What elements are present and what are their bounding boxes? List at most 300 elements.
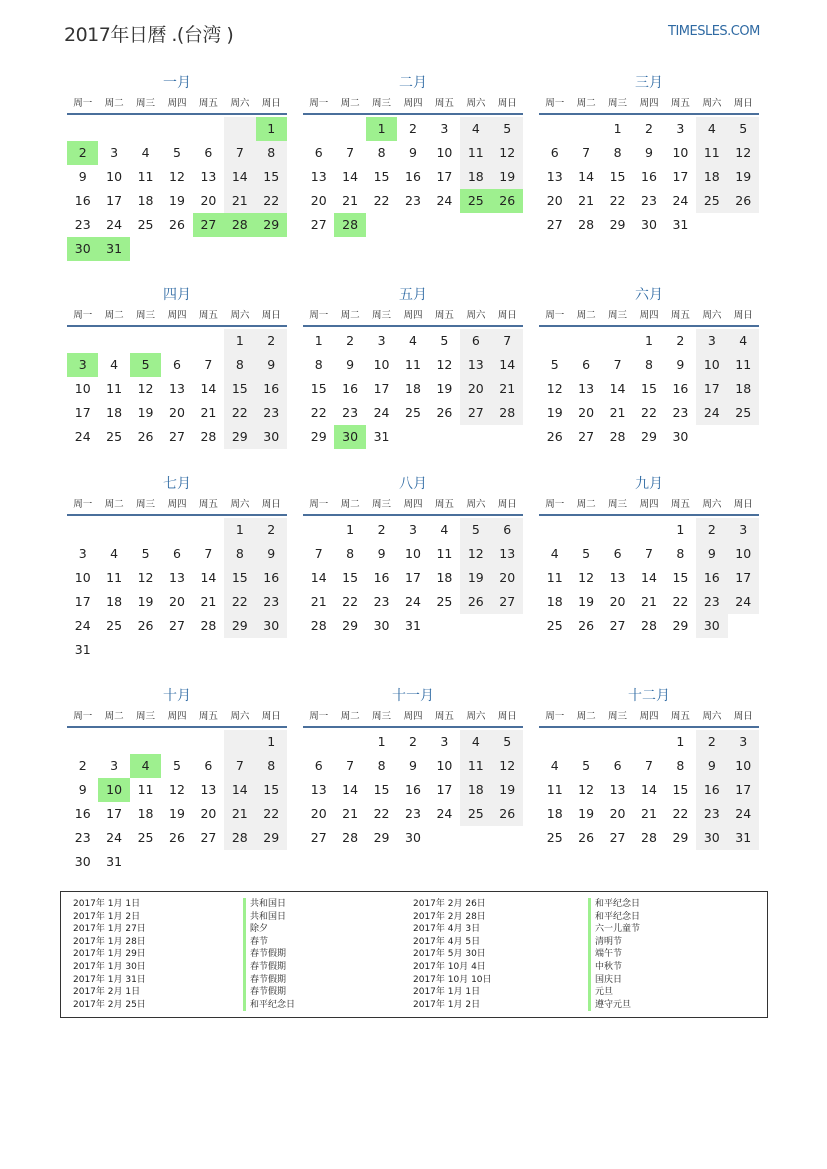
day-cell: 21 xyxy=(578,193,595,208)
day-cell: 3 xyxy=(728,518,759,542)
day-cell: 27 xyxy=(609,618,626,633)
day-cell: 22 xyxy=(342,594,359,609)
days-grid xyxy=(67,329,287,449)
day-cell: 9 xyxy=(78,169,87,184)
month-4 xyxy=(67,285,287,449)
day-cell: 9 xyxy=(696,754,727,778)
day-cell: 5 xyxy=(492,730,523,754)
weekday-label: 周二 xyxy=(576,98,596,109)
holiday-date: 2017年 2月 28日 xyxy=(413,911,486,922)
day-cell: 25 xyxy=(696,189,727,213)
day-cell: 6 xyxy=(582,357,591,372)
day-cell: 6 xyxy=(204,758,213,773)
holiday-name: 共和国日 xyxy=(243,898,295,911)
site-name[interactable]: TIMESLES.COM xyxy=(668,24,760,39)
empty-cell xyxy=(602,518,633,542)
day-cell: 11 xyxy=(106,381,123,396)
weekday-label: 周三 xyxy=(608,98,628,109)
day-cell: 4 xyxy=(141,145,150,160)
weekday-header xyxy=(303,95,523,115)
weekday-header xyxy=(67,307,287,327)
weekday-label: 周五 xyxy=(198,98,218,109)
weekday-label: 周日 xyxy=(261,711,281,722)
weekday-label: 周四 xyxy=(639,310,659,321)
day-cell: 12 xyxy=(169,782,185,797)
day-cell: 3 xyxy=(676,121,685,136)
month-5 xyxy=(303,285,523,449)
weekday-label: 周二 xyxy=(104,711,124,722)
empty-cell xyxy=(303,117,334,141)
empty-cell xyxy=(98,638,129,662)
day-cell: 12 xyxy=(728,141,759,165)
day-cell: 11 xyxy=(106,570,123,585)
weekday-label: 周二 xyxy=(340,499,360,510)
days-grid xyxy=(539,518,759,638)
day-cell: 31 xyxy=(74,642,91,657)
weekday-header xyxy=(539,307,759,327)
day-cell: 28 xyxy=(310,618,327,633)
empty-cell xyxy=(161,638,192,662)
day-cell: 16 xyxy=(342,381,359,396)
day-cell: 7 xyxy=(224,754,255,778)
weekday-label: 周一 xyxy=(309,499,329,510)
day-cell: 28 xyxy=(200,429,217,444)
day-cell: 23 xyxy=(696,802,727,826)
month-name: 九月 xyxy=(635,476,663,492)
day-cell: 6 xyxy=(173,546,181,561)
days-grid xyxy=(67,730,287,874)
day-cell: 4 xyxy=(728,329,759,353)
weekday-label: 周日 xyxy=(733,499,753,510)
day-cell: 12 xyxy=(460,542,491,566)
weekday-label: 周六 xyxy=(702,98,722,109)
weekday-label: 周三 xyxy=(372,310,392,321)
weekday-label: 周四 xyxy=(167,499,187,510)
day-cell: 31 xyxy=(106,854,123,869)
day-cell: 28 xyxy=(578,217,595,232)
day-cell: 29 xyxy=(342,618,359,633)
day-cell: 4 xyxy=(550,758,559,773)
day-cell: 20 xyxy=(169,405,185,420)
weekday-label: 周二 xyxy=(104,499,124,510)
empty-cell xyxy=(130,638,161,662)
day-cell: 24 xyxy=(405,594,421,609)
day-cell: 24 xyxy=(728,802,759,826)
empty-cell xyxy=(570,518,601,542)
weekday-label: 周五 xyxy=(670,711,690,722)
day-cell: 14 xyxy=(641,570,657,585)
day-cell: 23 xyxy=(405,193,421,208)
day-cell: 11 xyxy=(546,570,563,585)
day-cell: 8 xyxy=(676,758,685,773)
day-cell: 17 xyxy=(405,570,421,585)
holiday-name: 遵守元旦 xyxy=(588,999,640,1012)
day-cell: 5 xyxy=(582,546,591,561)
day-cell: 18 xyxy=(546,806,563,821)
day-cell: 27 xyxy=(310,217,327,232)
day-cell: 8 xyxy=(645,357,653,372)
day-cell: 4 xyxy=(409,333,417,348)
day-cell: 20 xyxy=(200,193,217,208)
weekday-label: 周六 xyxy=(230,98,250,109)
weekday-label: 周五 xyxy=(670,98,690,109)
day-cell: 16 xyxy=(74,806,91,821)
empty-cell xyxy=(539,730,570,754)
weekday-label: 周五 xyxy=(198,310,218,321)
day-cell: 15 xyxy=(224,566,255,590)
day-cell: 17 xyxy=(74,594,91,609)
day-cell: 14 xyxy=(578,169,595,184)
day-cell: 11 xyxy=(436,546,453,561)
day-cell: 15 xyxy=(672,782,689,797)
weekday-label: 周六 xyxy=(466,98,486,109)
month-name: 一月 xyxy=(163,75,191,91)
day-cell: 28 xyxy=(200,618,217,633)
day-cell: 19 xyxy=(546,405,563,420)
day-cell: 29 xyxy=(641,429,657,444)
empty-cell xyxy=(193,329,224,353)
day-cell: 29 xyxy=(310,429,327,444)
weekday-label: 周六 xyxy=(230,711,250,722)
empty-cell xyxy=(224,117,255,141)
month-name: 十月 xyxy=(163,688,191,704)
day-cell: 14 xyxy=(641,782,657,797)
day-cell: 18 xyxy=(728,377,759,401)
empty-cell xyxy=(224,237,255,261)
weekday-label: 周日 xyxy=(497,98,517,109)
day-cell: 8 xyxy=(377,145,386,160)
empty-cell xyxy=(130,730,161,754)
day-cell: 7 xyxy=(204,357,213,372)
day-cell: 23 xyxy=(342,405,359,420)
day-cell: 22 xyxy=(256,802,287,826)
weekday-label: 周四 xyxy=(639,711,659,722)
weekday-label: 周二 xyxy=(340,310,360,321)
empty-cell xyxy=(98,117,129,141)
day-cell: 3 xyxy=(696,329,727,353)
day-cell: 21 xyxy=(641,594,657,609)
empty-cell xyxy=(429,614,460,638)
day-cell: 1 xyxy=(366,117,397,141)
weekday-label: 周日 xyxy=(261,499,281,510)
day-cell: 24 xyxy=(106,830,123,845)
holiday-name: 中秋节 xyxy=(588,961,640,974)
day-cell: 20 xyxy=(310,193,327,208)
day-cell: 15 xyxy=(672,570,689,585)
holiday-name: 春节假期 xyxy=(243,986,295,999)
day-cell: 26 xyxy=(436,405,453,420)
weekday-label: 周六 xyxy=(702,310,722,321)
day-cell: 6 xyxy=(550,145,559,160)
day-cell: 22 xyxy=(641,405,657,420)
day-cell: 7 xyxy=(314,546,323,561)
day-cell: 13 xyxy=(200,782,217,797)
day-cell: 9 xyxy=(409,145,417,160)
day-cell: 19 xyxy=(492,778,523,802)
empty-cell xyxy=(161,730,192,754)
weekday-label: 周一 xyxy=(545,711,565,722)
empty-cell xyxy=(193,117,224,141)
month-1 xyxy=(67,73,287,261)
day-cell: 6 xyxy=(613,758,622,773)
weekday-label: 周四 xyxy=(167,98,187,109)
empty-cell xyxy=(161,329,192,353)
day-cell: 10 xyxy=(728,542,759,566)
month-7 xyxy=(67,474,287,662)
weekday-header xyxy=(67,496,287,516)
day-cell: 4 xyxy=(440,522,449,537)
weekday-label: 周一 xyxy=(73,711,93,722)
day-cell: 25 xyxy=(106,429,123,444)
day-cell: 19 xyxy=(169,193,185,208)
day-cell: 25 xyxy=(728,401,759,425)
empty-cell xyxy=(460,826,491,850)
day-cell: 22 xyxy=(224,401,255,425)
day-cell: 24 xyxy=(728,590,759,614)
empty-cell xyxy=(460,614,491,638)
weekday-label: 周六 xyxy=(230,499,250,510)
day-cell: 7 xyxy=(613,357,622,372)
weekday-label: 周日 xyxy=(261,98,281,109)
weekday-label: 周五 xyxy=(198,711,218,722)
day-cell: 2 xyxy=(676,333,685,348)
day-cell: 17 xyxy=(728,566,759,590)
weekday-label: 周四 xyxy=(167,711,187,722)
empty-cell xyxy=(539,117,570,141)
day-cell: 9 xyxy=(696,542,727,566)
day-cell: 16 xyxy=(641,169,657,184)
day-cell: 2 xyxy=(409,121,417,136)
holiday-date: 2017年 2月 1日 xyxy=(73,987,141,998)
day-cell: 30 xyxy=(74,854,91,869)
day-cell: 18 xyxy=(696,165,727,189)
day-cell: 26 xyxy=(137,429,154,444)
weekday-label: 周五 xyxy=(670,499,690,510)
day-cell: 14 xyxy=(310,570,327,585)
day-cell: 11 xyxy=(137,169,154,184)
weekday-label: 周四 xyxy=(403,499,423,510)
day-cell: 25 xyxy=(546,830,563,845)
weekday-label: 周四 xyxy=(403,711,423,722)
day-cell: 7 xyxy=(204,546,213,561)
day-cell: 15 xyxy=(256,778,287,802)
empty-cell xyxy=(193,518,224,542)
day-cell: 26 xyxy=(169,830,185,845)
day-cell: 19 xyxy=(137,405,154,420)
month-11 xyxy=(303,686,523,850)
weekday-label: 周一 xyxy=(73,98,93,109)
weekday-label: 周五 xyxy=(434,499,454,510)
day-cell: 26 xyxy=(492,189,523,213)
page-title: 2017年日曆 .(台湾 ) xyxy=(64,24,234,46)
day-cell: 20 xyxy=(200,806,217,821)
day-cell: 11 xyxy=(137,782,154,797)
month-name: 十一月 xyxy=(392,688,434,704)
day-cell: 7 xyxy=(346,758,355,773)
day-cell: 5 xyxy=(130,353,161,377)
day-cell: 25 xyxy=(137,217,154,232)
empty-cell xyxy=(334,117,365,141)
day-cell: 30 xyxy=(67,237,98,261)
holiday-name: 元旦 xyxy=(588,986,640,999)
day-cell: 14 xyxy=(342,169,359,184)
holiday-name: 除夕 xyxy=(243,923,295,936)
day-cell: 13 xyxy=(578,381,595,396)
day-cell: 11 xyxy=(696,141,727,165)
day-cell: 20 xyxy=(492,566,523,590)
empty-cell xyxy=(696,425,727,449)
holiday-dates-column-2 xyxy=(413,898,492,1011)
day-cell: 30 xyxy=(672,429,689,444)
day-cell: 28 xyxy=(609,429,626,444)
holiday-name: 六一儿童节 xyxy=(588,923,640,936)
day-cell: 5 xyxy=(173,145,181,160)
day-cell: 10 xyxy=(436,758,453,773)
weekday-label: 周五 xyxy=(434,310,454,321)
weekday-header xyxy=(303,307,523,327)
day-cell: 1 xyxy=(676,734,685,749)
day-cell: 12 xyxy=(137,570,154,585)
month-name: 二月 xyxy=(399,75,427,91)
day-cell: 24 xyxy=(74,429,91,444)
day-cell: 25 xyxy=(436,594,453,609)
weekday-label: 周二 xyxy=(576,711,596,722)
day-cell: 13 xyxy=(169,570,185,585)
month-name: 五月 xyxy=(399,287,427,303)
day-cell: 1 xyxy=(256,117,287,141)
day-cell: 21 xyxy=(492,377,523,401)
weekday-label: 周四 xyxy=(403,98,423,109)
day-cell: 13 xyxy=(169,381,185,396)
day-cell: 3 xyxy=(440,734,449,749)
empty-cell xyxy=(492,425,523,449)
empty-cell xyxy=(193,237,224,261)
month-2 xyxy=(303,73,523,237)
empty-cell xyxy=(728,425,759,449)
day-cell: 31 xyxy=(728,826,759,850)
day-cell: 22 xyxy=(609,193,626,208)
day-cell: 22 xyxy=(256,189,287,213)
days-grid xyxy=(539,730,759,850)
day-cell: 13 xyxy=(492,542,523,566)
day-cell: 1 xyxy=(613,121,622,136)
days-grid xyxy=(303,117,523,237)
holiday-date: 2017年 1月 2日 xyxy=(413,999,481,1010)
day-cell: 5 xyxy=(582,758,591,773)
empty-cell xyxy=(161,850,192,874)
day-cell: 15 xyxy=(373,782,390,797)
day-cell: 14 xyxy=(492,353,523,377)
weekday-label: 周六 xyxy=(466,310,486,321)
weekday-label: 周日 xyxy=(497,711,517,722)
day-cell: 7 xyxy=(645,758,653,773)
day-cell: 19 xyxy=(137,594,154,609)
empty-cell xyxy=(98,329,129,353)
month-name: 六月 xyxy=(635,287,663,303)
days-grid xyxy=(303,329,523,449)
day-cell: 24 xyxy=(74,618,91,633)
day-cell: 3 xyxy=(728,730,759,754)
day-cell: 27 xyxy=(609,830,626,845)
day-cell: 26 xyxy=(492,802,523,826)
holiday-date: 2017年 2月 25日 xyxy=(73,999,146,1010)
day-cell: 9 xyxy=(256,353,287,377)
day-cell: 28 xyxy=(641,618,657,633)
day-cell: 24 xyxy=(696,401,727,425)
day-cell: 10 xyxy=(74,381,91,396)
month-3 xyxy=(539,73,759,237)
day-cell: 9 xyxy=(346,357,355,372)
day-cell: 21 xyxy=(641,806,657,821)
day-cell: 10 xyxy=(672,145,689,160)
day-cell: 27 xyxy=(169,618,185,633)
day-cell: 25 xyxy=(405,405,421,420)
empty-cell xyxy=(224,850,255,874)
weekday-label: 周一 xyxy=(73,310,93,321)
day-cell: 26 xyxy=(578,618,595,633)
weekday-label: 周日 xyxy=(497,310,517,321)
day-cell: 2 xyxy=(696,730,727,754)
empty-cell xyxy=(193,850,224,874)
weekday-label: 周五 xyxy=(434,711,454,722)
day-cell: 29 xyxy=(373,830,390,845)
day-cell: 4 xyxy=(696,117,727,141)
day-cell: 9 xyxy=(377,546,386,561)
empty-cell xyxy=(728,614,759,638)
weekday-header xyxy=(539,95,759,115)
day-cell: 13 xyxy=(609,782,626,797)
empty-cell xyxy=(570,329,601,353)
day-cell: 21 xyxy=(224,189,255,213)
day-cell: 23 xyxy=(256,401,287,425)
empty-cell xyxy=(256,237,287,261)
weekday-label: 周五 xyxy=(198,499,218,510)
day-cell: 18 xyxy=(137,806,154,821)
day-cell: 18 xyxy=(405,381,421,396)
day-cell: 20 xyxy=(169,594,185,609)
month-12 xyxy=(539,686,759,850)
day-cell: 22 xyxy=(373,193,390,208)
day-cell: 8 xyxy=(256,141,287,165)
day-cell: 27 xyxy=(578,429,595,444)
day-cell: 16 xyxy=(405,782,421,797)
day-cell: 9 xyxy=(676,357,685,372)
day-cell: 27 xyxy=(169,429,185,444)
empty-cell xyxy=(696,213,727,237)
day-cell: 12 xyxy=(436,357,453,372)
day-cell: 15 xyxy=(310,381,327,396)
month-name: 四月 xyxy=(163,287,191,303)
day-cell: 15 xyxy=(256,165,287,189)
day-cell: 9 xyxy=(78,782,87,797)
day-cell: 14 xyxy=(224,778,255,802)
day-cell: 23 xyxy=(696,590,727,614)
day-cell: 1 xyxy=(314,333,323,348)
weekday-label: 周日 xyxy=(497,499,517,510)
empty-cell xyxy=(602,329,633,353)
day-cell: 8 xyxy=(314,357,323,372)
holiday-name: 春节假期 xyxy=(243,961,295,974)
day-cell: 8 xyxy=(676,546,685,561)
empty-cell xyxy=(130,117,161,141)
holiday-names-column-2 xyxy=(588,898,640,1011)
day-cell: 20 xyxy=(609,594,626,609)
day-cell: 23 xyxy=(641,193,657,208)
day-cell: 28 xyxy=(342,830,359,845)
day-cell: 18 xyxy=(106,594,123,609)
day-cell: 10 xyxy=(696,353,727,377)
month-9 xyxy=(539,474,759,638)
